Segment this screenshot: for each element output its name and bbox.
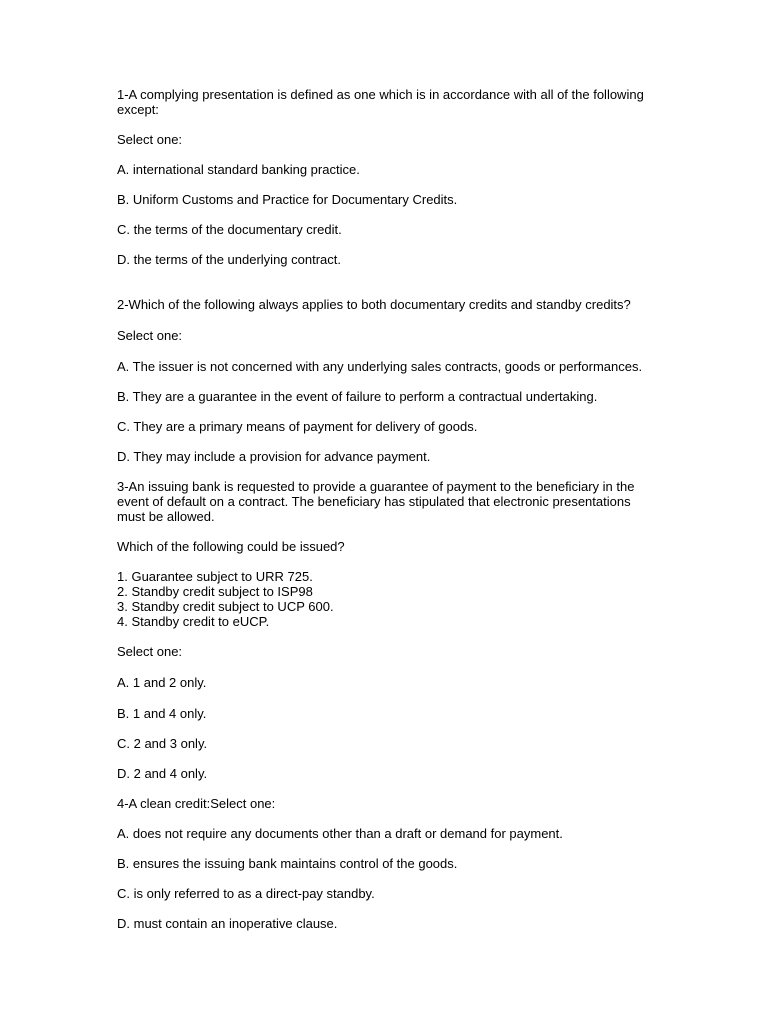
question-3-option-a: A. 1 and 2 only. [117, 675, 207, 690]
question-2-option-a: A. The issuer is not concerned with any underlying sales contracts, goods or performances. [117, 359, 643, 374]
question-1 [117, 87, 657, 267]
question-2 [117, 297, 657, 464]
question-3-subquestion: Which of the following could be issued? [117, 539, 345, 554]
question-3-item-1: 1. Guarantee subject to URR 725. [117, 569, 313, 584]
question-3-option-c: C. 2 and 3 only. [117, 736, 208, 751]
question-2-option-b: B. They are a guarantee in the event of failure to perform a contractual undertaking. [117, 389, 598, 404]
question-3 [117, 479, 657, 781]
question-3-option-d: D. 2 and 4 only. [117, 766, 208, 781]
document-content [117, 87, 657, 931]
question-4-option-d: D. must contain an inoperative clause. [117, 916, 338, 931]
question-4-text: 4-A clean credit:Select one: [117, 796, 276, 811]
question-3-item-3: 3. Standby credit subject to UCP 600. [117, 599, 334, 614]
question-4-option-b: B. ensures the issuing bank maintains control of the goods. [117, 856, 458, 871]
question-4-option-a: A. does not require any documents other than a draft or demand for payment. [117, 826, 563, 841]
question-1-option-c: C. the terms of the documentary credit. [117, 222, 342, 237]
question-1-text: 1-A complying presentation is defined as one which is in accordance with all of the following except: [117, 87, 644, 117]
question-1-option-a: A. international standard banking practice. [117, 162, 360, 177]
question-3-text: 3-An issuing bank is requested to provide a guarantee of payment to the beneficiary in the event of default on a contract. The beneficiary has stipulated that electronic presentations must be allowed. [117, 479, 635, 524]
question-3-item-2: 2. Standby credit subject to ISP98 [117, 584, 313, 599]
question-1-select-label: Select one: [117, 132, 183, 147]
question-3-select-label: Select one: [117, 644, 183, 659]
question-4-option-c: C. is only referred to as a direct-pay standby. [117, 886, 375, 901]
question-1-option-b: B. Uniform Customs and Practice for Documentary Credits. [117, 192, 458, 207]
question-3-item-4: 4. Standby credit to eUCP. [117, 614, 270, 629]
question-4 [117, 796, 657, 931]
question-2-select-label: Select one: [117, 328, 183, 343]
question-2-text: 2-Which of the following always applies to both documentary credits and standby credits? [117, 297, 631, 312]
question-2-option-d: D. They may include a provision for advance payment. [117, 449, 431, 464]
question-3-option-b: B. 1 and 4 only. [117, 706, 207, 721]
question-2-option-c: C. They are a primary means of payment for delivery of goods. [117, 419, 478, 434]
question-1-option-d: D. the terms of the underlying contract. [117, 252, 341, 267]
